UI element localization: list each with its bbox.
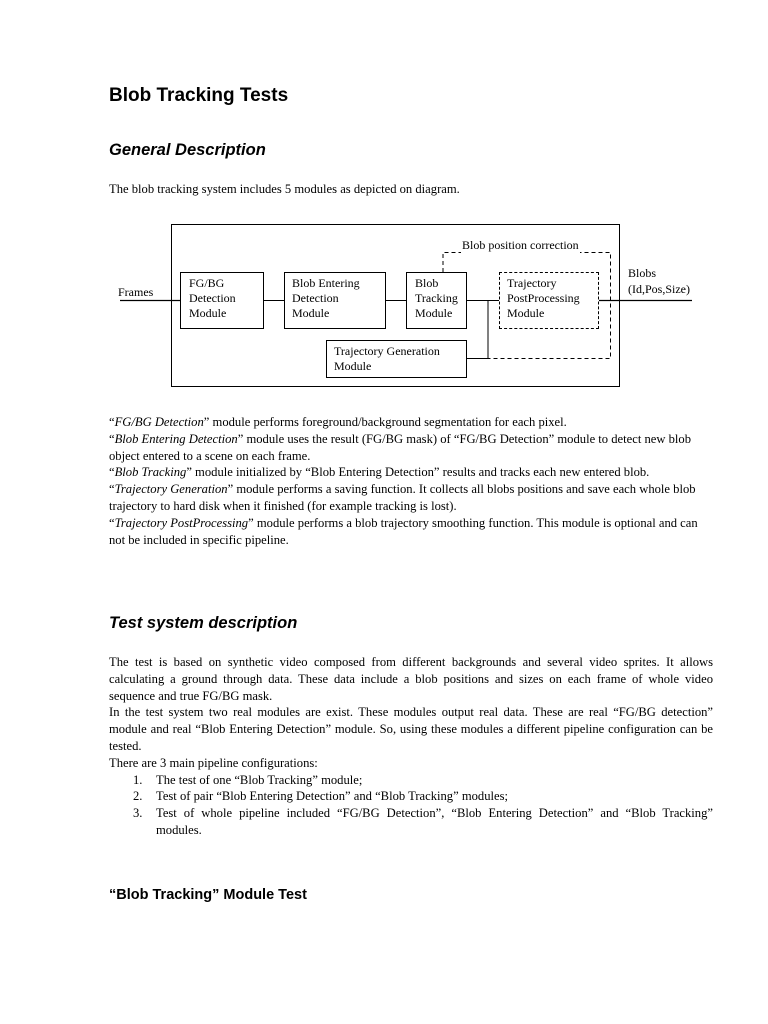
module-line: Trajectory [507,276,557,290]
list-text: The test of one “Blob Tracking” module; [156,772,363,787]
section-heading-test-system: Test system description [109,614,298,632]
test-system-body [109,654,713,839]
module-line: Module [334,359,372,373]
module-trajectory-generation [326,340,467,378]
blobs-attributes-label: (Id,Pos,Size) [628,282,690,296]
open-quote: “ [109,482,115,497]
test-system-paragraph: There are 3 main pipeline configurations: [109,755,318,770]
module-line: Blob Entering [292,276,360,290]
module-line: Module [189,306,227,320]
test-system-paragraph: The test is based on synthetic video composed from different backgrounds and several video sprites. It allows calculating a ground through data. These data include a blob positions and sizes on each frame of whole video sequence and true FG/BG mask. [109,655,713,703]
list-text: Test of pair “Blob Entering Detection” and “Blob Tracking” modules; [156,789,509,804]
section-heading-general: General Description [109,141,266,159]
general-intro: The blob tracking system includes 5 modules as depicted on diagram. [109,182,460,196]
open-quote: “ [109,415,115,429]
module-line: Tracking [415,291,458,305]
correction-label: Blob position correction [462,238,579,252]
list-number: 3. [133,806,143,821]
module-line: Module [292,306,330,320]
module-line: Blob [415,276,439,290]
module-line: PostProcessing [507,291,580,305]
open-quote: “ [109,515,115,530]
list-number: 2. [133,789,143,804]
open-quote: “ [109,431,115,446]
module-trajectory-postprocessing [499,272,599,329]
test-system-paragraph: In the test system two real modules are exist. These modules output real data. These are real “FG/BG detection” module and real “Blob Entering Detection” module. So, using these modules a different pipeline configuration can be tested. [109,705,713,753]
module-line: Module [415,306,453,320]
module-description-text: ” module uses the result (FG/BG mask) of “FG/BG Detection” module to detect new blob object entered to a scene on each frame. [109,431,691,463]
section-heading-blob-tracking-test: “Blob Tracking” Module Test [109,887,307,903]
module-description [109,515,713,549]
frames-label: Frames [118,285,154,299]
list-item [109,805,713,839]
module-fgbg-detection [180,272,264,329]
module-description-text: ” module performs a blob trajectory smoothing function. This module is optional and can not be included in specific pipeline. [109,515,698,547]
list-text: Test of whole pipeline included “FG/BG Detection”, “Blob Entering Detection” and “Blob Tracking” modules. [156,806,713,837]
module-name: Blob Entering Detection [114,431,238,446]
list-item [109,772,713,789]
module-description-text: ” module initialized by “Blob Entering Detection” results and tracks each new entered blob. [186,465,650,480]
module-description-text: ” module performs a saving function. It collects all blobs positions and save each whole blob trajectory to hard disk when it finished (for example tracking is lost). [109,482,696,513]
module-line: Detection [292,291,339,305]
module-description [109,414,713,431]
module-name: Blob Tracking [114,465,187,480]
module-name: FG/BG Detection [114,415,204,429]
module-blob-tracking [406,272,467,329]
list-item [109,788,713,805]
module-blob-entering-detection [284,272,386,329]
list-number: 1. [133,772,143,787]
pipeline-config-list [109,772,713,839]
module-description-text: ” module performs foreground/background segmentation for each pixel. [203,415,567,429]
module-name: Trajectory PostProcessing [114,515,249,530]
module-descriptions [109,414,713,548]
open-quote: “ [109,465,115,480]
module-line: Trajectory Generation [334,344,440,358]
document-title: Blob Tracking Tests [109,85,289,106]
module-line: Module [507,306,545,320]
module-line: Detection [189,291,236,305]
blobs-label: Blobs [628,266,657,280]
module-line: FG/BG [189,276,225,290]
pipeline-diagram [0,0,768,400]
module-description [109,431,713,465]
module-description [109,481,713,515]
module-name: Trajectory Generation [114,482,228,497]
module-description [109,464,713,481]
